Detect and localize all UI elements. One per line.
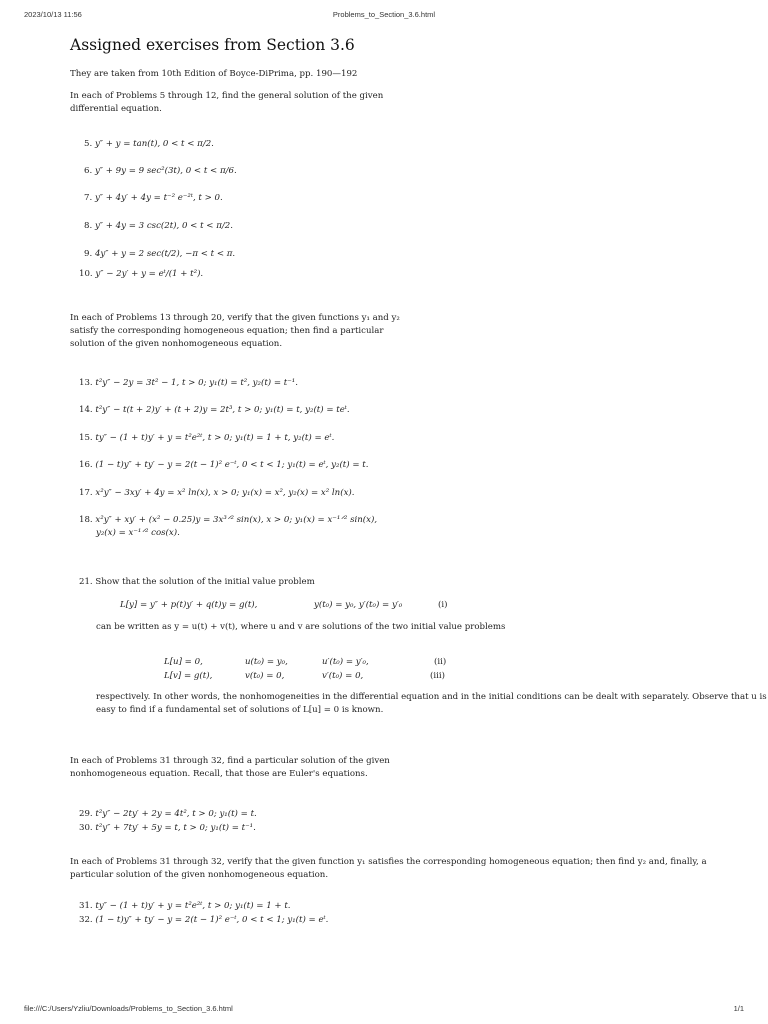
problem-5: 5. y″ + y = tan(t), 0 < t < π/2. xyxy=(84,139,214,149)
ivp-u-ic2: u′(t₀) = y′₀, xyxy=(322,657,369,667)
ivp-v-ic2: v′(t₀) = 0, xyxy=(322,671,364,681)
ivp-v-ic1: v(t₀) = 0, xyxy=(245,671,285,681)
problem-17: 17. x²y″ − 3xy′ + 4y = x² ln(x), x > 0; y₁(x) = x², y₂(x) = x² ln(x). xyxy=(79,488,355,498)
problem-15: 15. ty″ − (1 + t)y′ + y = t²e²ᵗ, t > 0; y₁(t) = 1 + t, y₂(t) = eᵗ. xyxy=(79,433,335,443)
problem-8: 8. y″ + 4y = 3 csc(2t), 0 < t < π/2. xyxy=(84,221,233,231)
source-note: They are taken from 10th Edition of Boyce-DiPrima, pp. 190—192 xyxy=(70,69,358,79)
problem-18-cont: y₂(x) = x⁻¹ᐟ² cos(x). xyxy=(96,528,180,538)
problem-21-tail: respectively. In other words, the nonhomogeneities in the differential equation and in the initial conditions can be dealt with separately. Observe that u is easy to find if a fundamental set of solutions of L[u] = 0 is known. xyxy=(96,692,767,715)
problem-10: 10. y″ − 2y′ + y = eᵗ/(1 + t²). xyxy=(79,269,204,279)
section1-intro: In each of Problems 5 through 12, find the general solution of the given differential equation. xyxy=(70,91,384,114)
print-page-number: 1/1 xyxy=(733,1004,744,1013)
equation-tag-i: (i) xyxy=(438,600,448,610)
problem-21-mid: can be written as y = u(t) + v(t), where u and v are solutions of the two initial value problems xyxy=(96,622,506,632)
ivp-v-eq: L[v] = g(t), xyxy=(164,671,213,681)
problem-16: 16. (1 − t)y″ + ty′ − y = 2(t − 1)² e⁻ᵗ, 0 < t < 1; y₁(t) = eᵗ, y₂(t) = t. xyxy=(79,460,369,470)
problem-13: 13. t²y″ − 2y = 3t² − 1, t > 0; y₁(t) = t², y₂(t) = t⁻¹. xyxy=(79,378,298,388)
equation-tag-ii: (ii) xyxy=(434,657,447,667)
ivp-u-eq: L[u] = 0, xyxy=(164,657,203,667)
print-header xyxy=(24,10,744,19)
problem-9: 9. 4y″ + y = 2 sec(t/2), −π < t < π. xyxy=(84,249,236,259)
document-content xyxy=(70,36,710,125)
print-footer xyxy=(24,1004,744,1013)
print-tab-title: Problems_to_Section_3.6.html xyxy=(332,10,436,19)
problem-6: 6. y″ + 9y = 9 sec²(3t), 0 < t < π/6. xyxy=(84,166,237,176)
problem-29: 29. t²y″ − 2ty′ + 2y = 4t², t > 0; y₁(t) = t. xyxy=(79,809,257,819)
problem-21-lead: Show that the solution of the initial value problem xyxy=(95,577,315,587)
problem-31: 31. ty″ − (1 + t)y′ + y = t²e²ᵗ, t > 0; y₁(t) = 1 + t. xyxy=(79,901,291,911)
section2-intro: In each of Problems 13 through 20, verify that the given functions y₁ and y₂ satisfy the corresponding homogeneous equation; then find a particular solution of the given nonhomogeneous equation. xyxy=(70,313,400,349)
problem-7: 7. y″ + 4y′ + 4y = t⁻² e⁻²ᵗ, t > 0. xyxy=(84,193,223,203)
problem-14: 14. t²y″ − t(t + 2)y′ + (t + 2)y = 2t³, t > 0; y₁(t) = t, y₂(t) = teᵗ. xyxy=(79,405,350,415)
section3-intro: In each of Problems 31 through 32, find a particular solution of the given nonhomogeneous equation. Recall, that those are Euler's equations. xyxy=(70,756,390,779)
ivp-u-ic1: u(t₀) = y₀, xyxy=(245,657,288,667)
problem-18: 18. x²y″ + xy′ + (x² − 0.25)y = 3x³ᐟ² sin(x), x > 0; y₁(x) = x⁻¹ᐟ² sin(x), xyxy=(79,515,378,525)
problem-32: 32. (1 − t)y″ + ty′ − y = 2(t − 1)² e⁻ᵗ, 0 < t < 1; y₁(t) = eᵗ. xyxy=(79,915,329,925)
problem-30: 30. t²y″ + 7ty′ + 5y = t, t > 0; y₁(t) = t⁻¹. xyxy=(79,823,256,833)
print-url: file:///C:/Users/Yzliu/Downloads/Problems_to_Section_3.6.html xyxy=(24,1004,233,1013)
ivp-initial-conditions: y(t₀) = y₀, y′(t₀) = y′₀ xyxy=(314,600,403,610)
problem-21 xyxy=(79,576,315,589)
print-datetime: 2023/10/13 11:56 xyxy=(24,10,82,19)
problem-21-num: 21. xyxy=(79,577,93,587)
ivp-equation: L[y] = y″ + p(t)y′ + q(t)y = g(t), xyxy=(120,600,258,610)
page-title: Assigned exercises from Section 3.6 xyxy=(70,36,355,54)
equation-tag-iii: (iii) xyxy=(430,671,445,681)
section4-intro: In each of Problems 31 through 32, verify that the given function y₁ satisfies the corresponding homogeneous equation; then find y₂ and, finally, a particular solution of the given nonhomogeneous equation. xyxy=(70,857,707,880)
